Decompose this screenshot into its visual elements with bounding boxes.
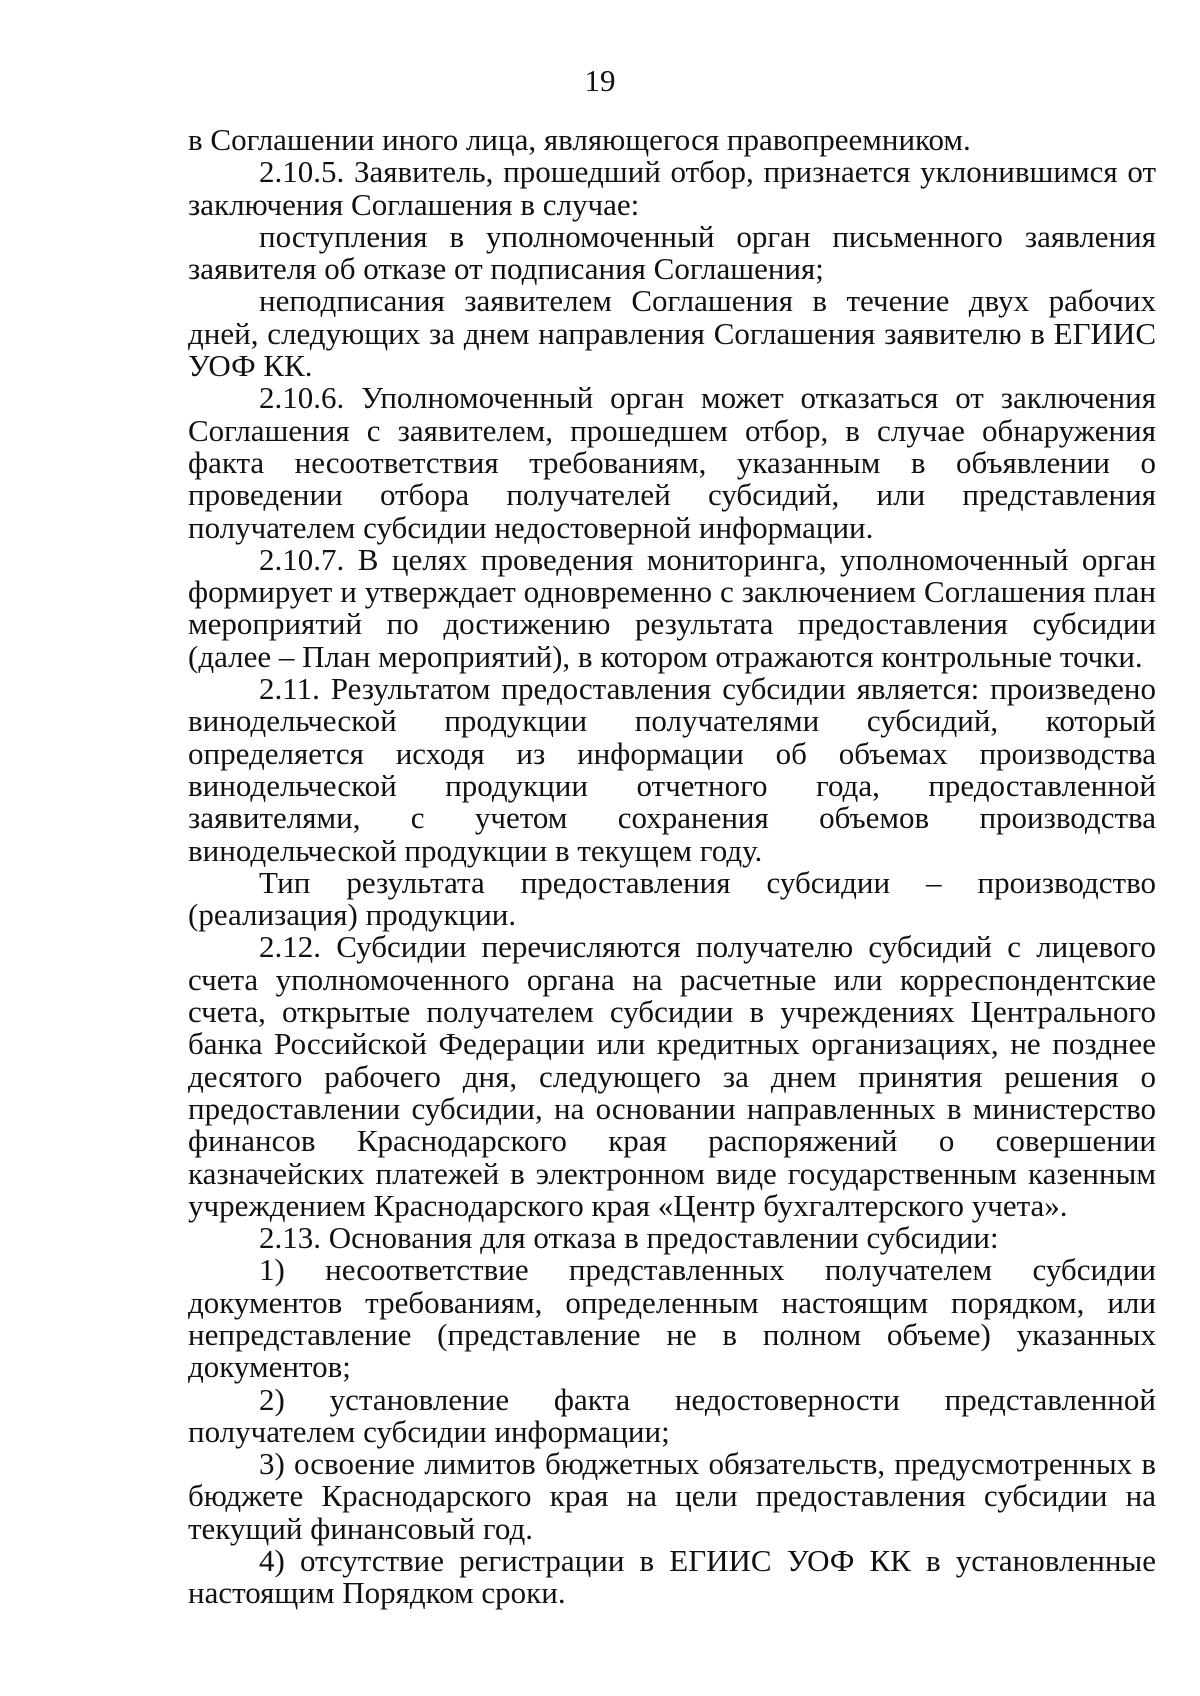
- paragraph-not-signed: неподписания заявителем Соглашения в течение двух рабочих дней, следующих за днем направления Соглашения заявителю в ЕГИИС УОФ КК.: [188, 283, 1156, 384]
- paragraph-2-12: 2.12. Субсидии перечисляются получателю субсидий с лицевого счета уполномоченного органа на расчетные или корреспондентские счета, открытые получателем субсидии в учреждениях Центрального банка Российской Федерации или кредитных организациях, не позднее десятого рабочего дня, следующего за днем принятия решения о предоставлении субсидии, на основании направленных в министерство финансов Краснодарского края распоряжений о совершении казначейских платежей в электронном виде государственным казенным учреждением Краснодарского края «Центр бухгалтерского учета».: [188, 929, 1156, 1223]
- list-item-refusal-1: 1) несоответствие представленных получателем субсидии документов требованиям, определенным настоящим порядком, или непредставление (представление не в полном объеме) указанных документов;: [188, 1252, 1156, 1385]
- list-item-refusal-2: 2) установление факта недостоверности представленной получателем субсидии информации;: [188, 1381, 1156, 1449]
- paragraph-2-13: 2.13. Основания для отказа в предоставлении субсидии:: [259, 1220, 999, 1256]
- document-body: [188, 124, 1156, 1610]
- paragraph-result-type: Тип результата предоставления субсидии – производство (реализация) продукции.: [188, 864, 1156, 933]
- paragraph-successor-clause: в Соглашении иного лица, являющегося правопреемником.: [188, 122, 971, 157]
- paragraph-2-10-7: 2.10.7. В целях проведения мониторинга, уполномоченный орган формирует и утверждает одновременно с заключением Соглашения план мероприятий по достижению результата предоставления субсидии (далее – План мероприятий), в котором отражаются контрольные точки.: [188, 541, 1156, 674]
- paragraph-2-11: 2.11. Результатом предоставления субсидии является: произведено винодельческой продукции получателями субсидий, который определяется исходя из информации об объемах производства винодельческой продукции отчетного года, предоставленной заявителями, с учетом сохранения объемов производства винодельческой продукции в текущем году.: [188, 671, 1156, 868]
- paragraph-2-10-5: 2.10.5. Заявитель, прошедший отбор, признается уклонившимся от заключения Соглашения в случае:: [188, 154, 1156, 222]
- list-item-refusal-4: 4) отсутствие регистрации в ЕГИИС УОФ КК в установленные настоящим Порядком сроки.: [188, 1543, 1156, 1611]
- page-number: 19: [584, 63, 616, 98]
- list-item-refusal-3: 3) освоение лимитов бюджетных обязательств, предусмотренных в бюджете Краснодарского края на цели предоставления субсидии на текущий финансовый год.: [188, 1446, 1156, 1546]
- paragraph-written-refusal: поступления в уполномоченный орган письменного заявления заявителя об отказе от подписания Соглашения;: [188, 218, 1156, 287]
- paragraph-2-10-6: 2.10.6. Уполномоченный орган может отказаться от заключения Соглашения с заявителем, прошедшем отбор, в случае обнаружения факта несоответствия требованиям, указанным в объявлении о проведении отбора получателей субсидий, или представления получателем субсидии недостоверной информации.: [188, 380, 1156, 545]
